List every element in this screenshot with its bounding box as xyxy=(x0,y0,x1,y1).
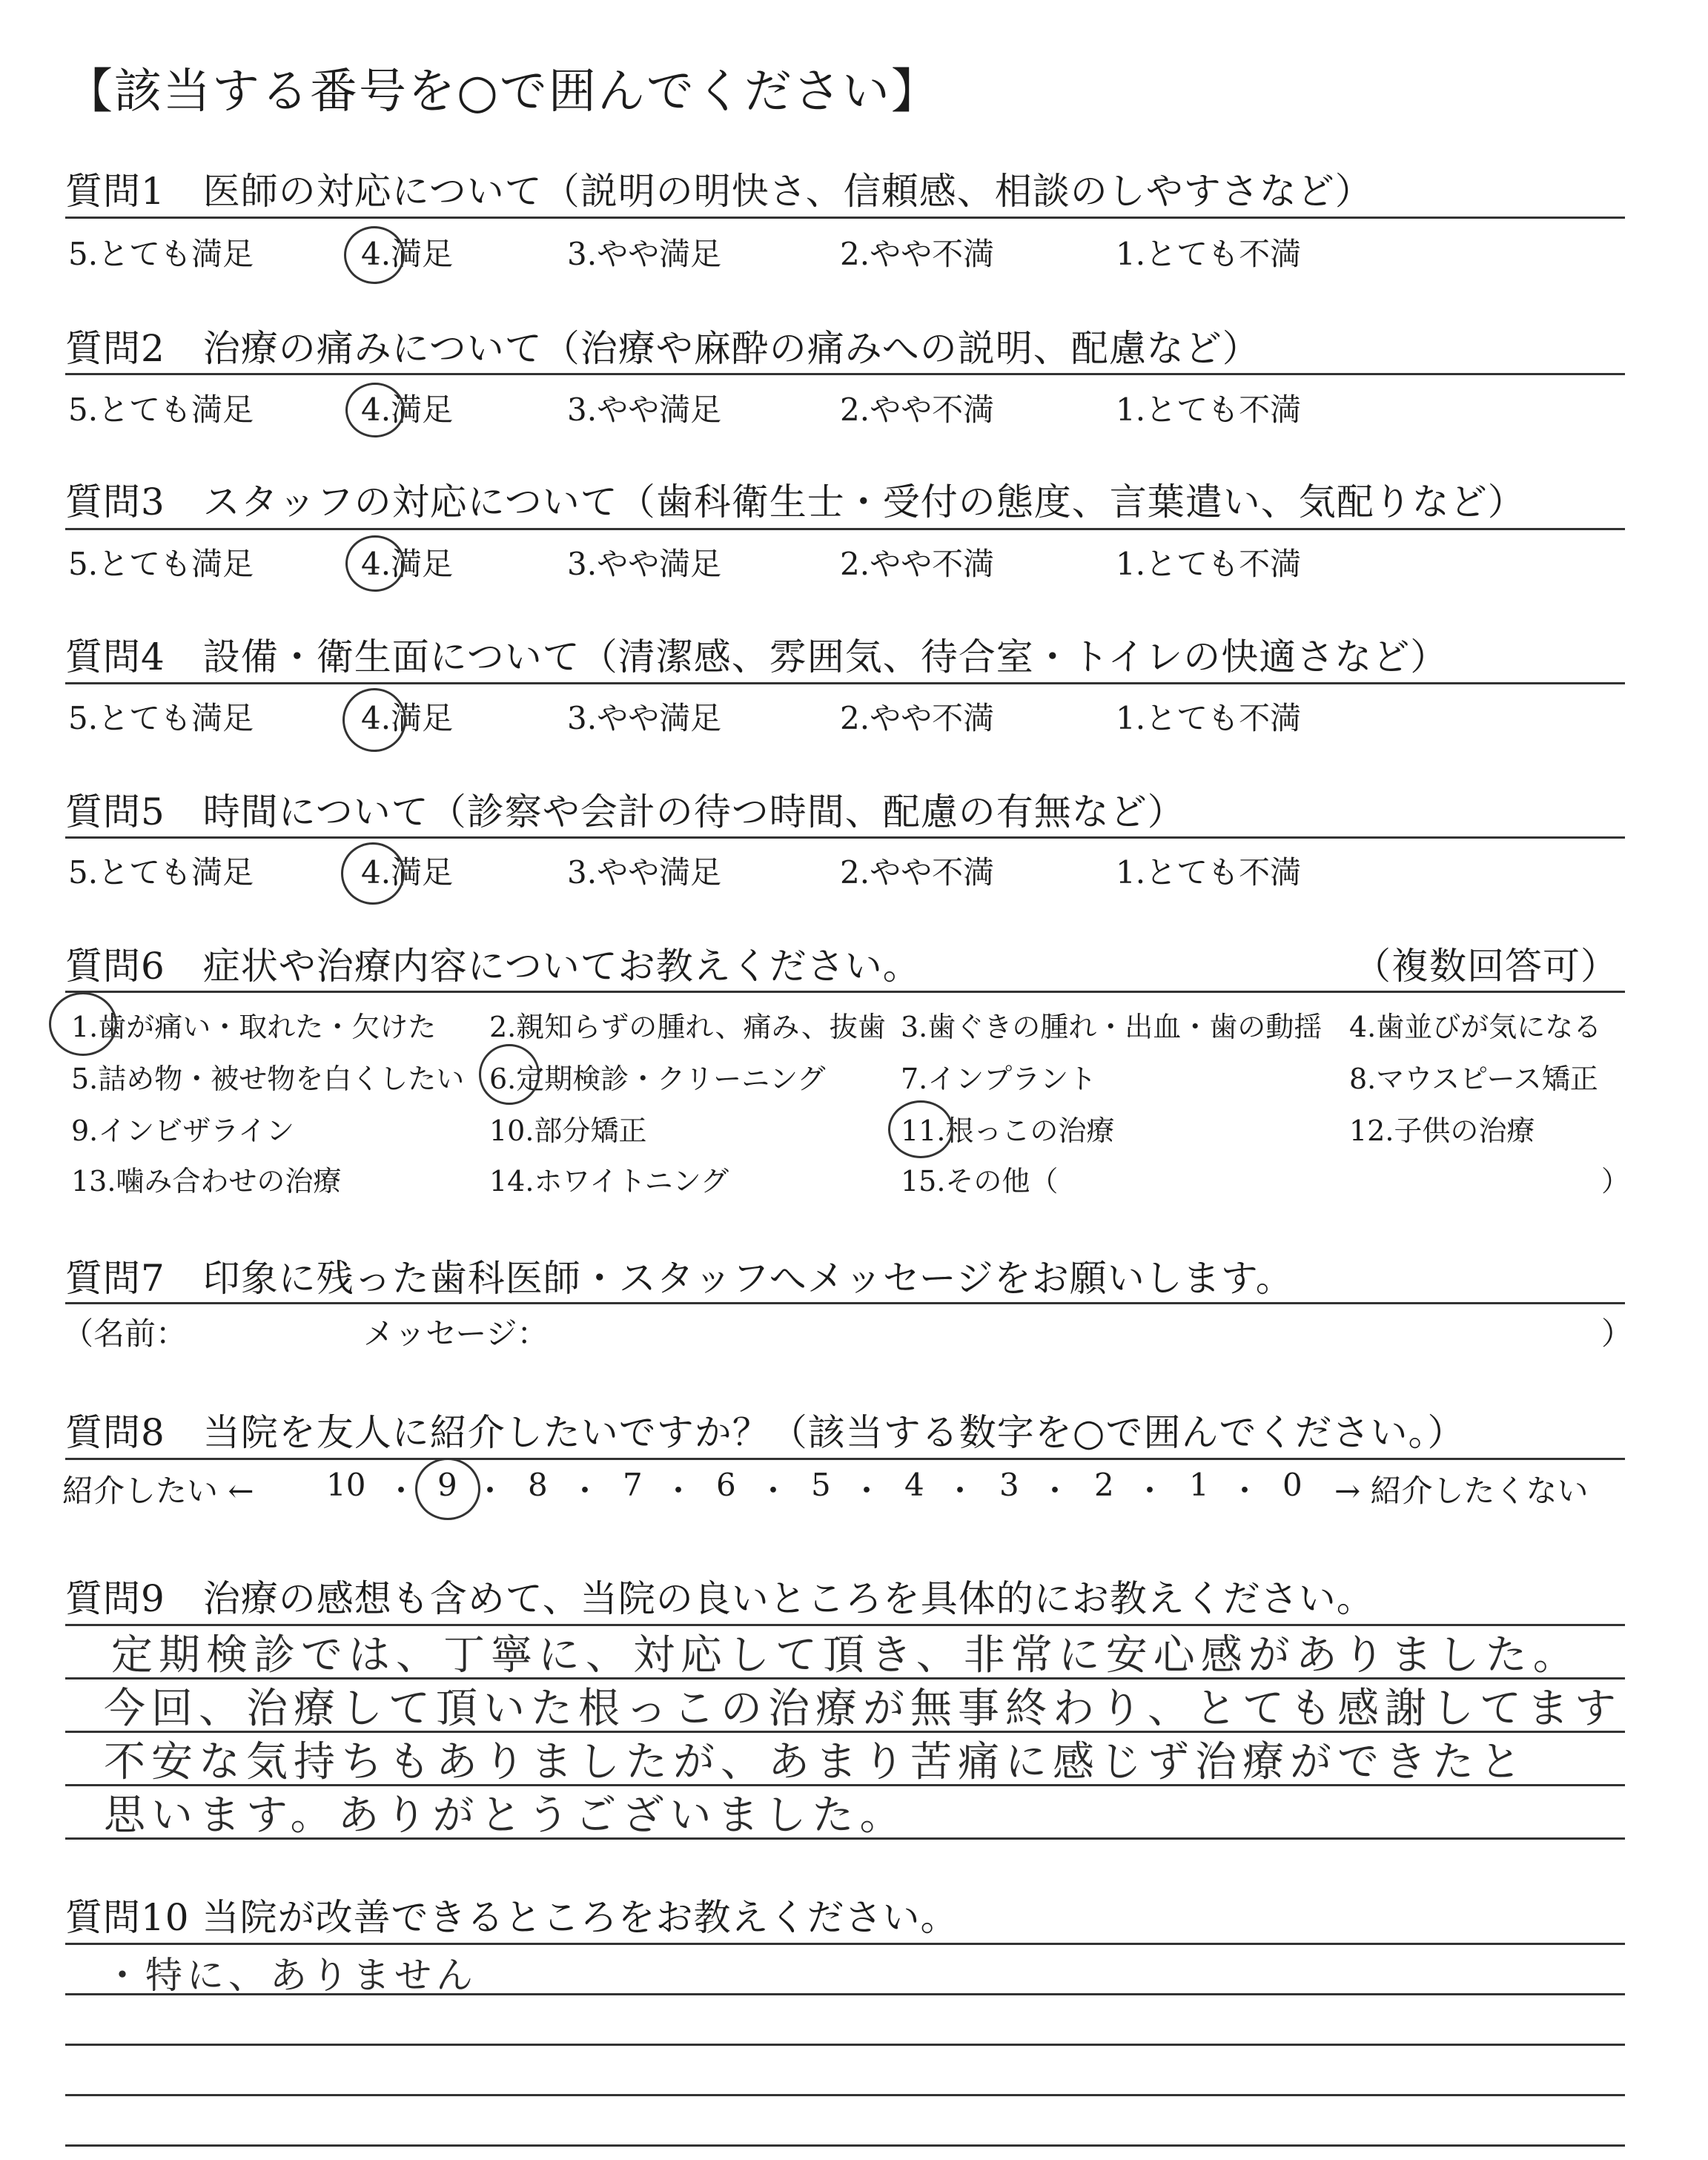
q6-option-4[interactable]: 4.歯並びが気になる xyxy=(1349,1011,1602,1043)
q6-option-6[interactable]: 6.定期検診・クリーニング xyxy=(489,1063,826,1095)
question-5-title: 質問5 時間について（診察や会計の待つ時間、配慮の有無など） xyxy=(65,790,1185,833)
name-label: （名前： xyxy=(62,1315,188,1352)
ruled-line xyxy=(65,2094,1625,2096)
handwritten-circle-mark xyxy=(415,1458,480,1520)
divider xyxy=(65,373,1625,375)
handwritten-circle-mark xyxy=(345,383,405,437)
option-1[interactable]: 1.とても不満 xyxy=(1116,546,1302,582)
q6-option-10[interactable]: 10.部分矯正 xyxy=(489,1114,647,1147)
handwritten-circle-mark xyxy=(888,1100,953,1158)
answer-line: 思います。ありがとうございました。 xyxy=(104,1791,907,1840)
scale-left-label: 紹介したい ← xyxy=(62,1473,254,1509)
option-1[interactable]: 1.とても不満 xyxy=(1116,854,1302,891)
q6-option-11[interactable]: 11.根っこの治療 xyxy=(901,1114,1115,1147)
option-1[interactable]: 1.とても不満 xyxy=(1116,236,1302,272)
option-2[interactable]: 2.やや不満 xyxy=(840,546,995,582)
divider xyxy=(65,682,1625,684)
multiple-answers-note: （複数回答可） xyxy=(1354,945,1618,988)
option-4[interactable]: 4.満足 xyxy=(361,546,454,582)
q6-option-8[interactable]: 8.マウスピース矯正 xyxy=(1349,1063,1598,1095)
q6-option-5[interactable]: 5.詰め物・被せ物を白くしたい xyxy=(71,1063,465,1095)
scale-0[interactable]: 0 xyxy=(1282,1467,1302,1503)
ruled-line xyxy=(65,2144,1625,2147)
divider xyxy=(65,217,1625,219)
scale-5[interactable]: 5 xyxy=(811,1467,831,1503)
answer-line: ・特に、ありません xyxy=(104,1954,477,1997)
separator-dot: ・ xyxy=(944,1473,976,1509)
divider xyxy=(65,528,1625,530)
q6-option-12[interactable]: 12.子供の治療 xyxy=(1349,1114,1535,1147)
question-10-title: 質問10 当院が改善できるところをお教えください。 xyxy=(65,1896,959,1939)
option-2[interactable]: 2.やや不満 xyxy=(840,392,995,428)
option-1[interactable]: 1.とても不満 xyxy=(1116,392,1302,428)
divider xyxy=(65,836,1625,839)
scale-9[interactable]: 9 xyxy=(437,1467,457,1503)
scale-2[interactable]: 2 xyxy=(1094,1467,1114,1503)
handwritten-circle-mark xyxy=(479,1044,540,1105)
question-4-title: 質問4 設備・衛生面について（清潔感、雰囲気、待合室・トイレの快適さなど） xyxy=(65,635,1449,678)
message-label: メッセージ： xyxy=(363,1315,549,1352)
q6-option-2[interactable]: 2.親知らずの腫れ、痛み、抜歯 xyxy=(489,1011,886,1043)
divider xyxy=(65,1458,1625,1460)
handwritten-circle-mark xyxy=(344,226,405,284)
q6-option-3[interactable]: 3.歯ぐきの腫れ・出血・歯の動揺 xyxy=(901,1011,1323,1043)
divider xyxy=(65,1302,1625,1304)
separator-dot: ・ xyxy=(758,1473,790,1509)
question-9-title: 質問9 治療の感想も含めて、当院の良いところを具体的にお教えください。 xyxy=(65,1577,1374,1620)
q6-option-9[interactable]: 9.インビザライン xyxy=(71,1114,295,1147)
scale-1[interactable]: 1 xyxy=(1189,1467,1209,1503)
answer-line: 今回、治療して頂いた根っこの治療が無事終わり、とても感謝してます xyxy=(104,1685,1622,1733)
q6-close-paren: ） xyxy=(1601,1165,1630,1198)
option-5[interactable]: 5.とても満足 xyxy=(68,546,254,582)
scale-8[interactable]: 8 xyxy=(528,1467,548,1503)
separator-dot: ・ xyxy=(1039,1473,1071,1509)
divider xyxy=(65,1943,1625,1945)
scale-3[interactable]: 3 xyxy=(999,1467,1019,1503)
handwritten-circle-mark xyxy=(342,688,406,752)
separator-dot: ・ xyxy=(1134,1473,1166,1509)
option-4[interactable]: 4.満足 xyxy=(361,392,454,428)
scale-4[interactable]: 4 xyxy=(904,1467,924,1503)
q6-option-1[interactable]: 1.歯が痛い・取れた・欠けた xyxy=(71,1011,437,1043)
option-1[interactable]: 1.とても不満 xyxy=(1116,700,1302,736)
option-3[interactable]: 3.やや満足 xyxy=(567,546,722,582)
option-2[interactable]: 2.やや不満 xyxy=(840,700,995,736)
separator-dot: ・ xyxy=(663,1473,695,1509)
option-5[interactable]: 5.とても満足 xyxy=(68,854,254,891)
separator-dot: ・ xyxy=(569,1473,601,1509)
question-2-title: 質問2 治療の痛みについて（治療や麻酔の痛みへの説明、配慮など） xyxy=(65,327,1260,370)
option-2[interactable]: 2.やや不満 xyxy=(840,854,995,891)
option-5[interactable]: 5.とても満足 xyxy=(68,700,254,736)
question-7-title: 質問7 印象に残った歯科医師・スタッフへメッセージをお願いします。 xyxy=(65,1257,1294,1300)
separator-dot: ・ xyxy=(851,1473,883,1509)
option-3[interactable]: 3.やや満足 xyxy=(567,236,722,272)
separator-dot: ・ xyxy=(385,1473,417,1509)
option-2[interactable]: 2.やや不満 xyxy=(840,236,995,272)
scale-7[interactable]: 7 xyxy=(623,1467,643,1503)
separator-dot: ・ xyxy=(474,1473,506,1509)
ruled-line xyxy=(65,2044,1625,2046)
q7-close-paren: ） xyxy=(1601,1315,1633,1352)
scale-10[interactable]: 10 xyxy=(326,1467,366,1503)
option-3[interactable]: 3.やや満足 xyxy=(567,854,722,891)
option-5[interactable]: 5.とても満足 xyxy=(68,392,254,428)
divider xyxy=(65,991,1625,993)
page-title: 【該当する番号を○で囲んでください】 xyxy=(65,65,940,119)
option-3[interactable]: 3.やや満足 xyxy=(567,700,722,736)
q6-option-15[interactable]: 15.その他（ xyxy=(901,1165,1059,1198)
scale-right-label: → 紹介したくない xyxy=(1334,1473,1589,1509)
option-5[interactable]: 5.とても満足 xyxy=(68,236,254,272)
question-8-title: 質問8 当院を友人に紹介したいですか？（該当する数字を○で囲んでください。） xyxy=(65,1411,1466,1454)
question-6-title: 質問6 症状や治療内容についてお教えください。 xyxy=(65,945,921,988)
question-1-title: 質問1 医師の対応について（説明の明快さ、信頼感、相談のしやすさなど） xyxy=(65,170,1373,213)
handwritten-circle-mark xyxy=(341,842,405,905)
option-4[interactable]: 4.満足 xyxy=(361,854,454,891)
q6-option-14[interactable]: 14.ホワイトニング xyxy=(489,1165,729,1198)
q6-option-13[interactable]: 13.噛み合わせの治療 xyxy=(71,1165,342,1198)
q6-option-7[interactable]: 7.インプラント xyxy=(901,1063,1097,1095)
separator-dot: ・ xyxy=(1229,1473,1261,1509)
handwritten-circle-mark xyxy=(49,992,117,1056)
answer-line: 不安な気持ちもありましたが、あまり苦痛に感じず治療ができたと xyxy=(104,1738,1527,1786)
question-3-title: 質問3 スタッフの対応について（歯科衛生士・受付の態度、言葉遣い、気配りなど） xyxy=(65,480,1526,524)
handwritten-circle-mark xyxy=(345,535,405,592)
scale-6[interactable]: 6 xyxy=(716,1467,736,1503)
option-4[interactable]: 4.満足 xyxy=(361,236,454,272)
answer-line: 定期検診では、丁寧に、対応して頂き、非常に安心感がありました。 xyxy=(111,1631,1580,1680)
option-4[interactable]: 4.満足 xyxy=(361,700,454,736)
option-3[interactable]: 3.やや満足 xyxy=(567,392,722,428)
